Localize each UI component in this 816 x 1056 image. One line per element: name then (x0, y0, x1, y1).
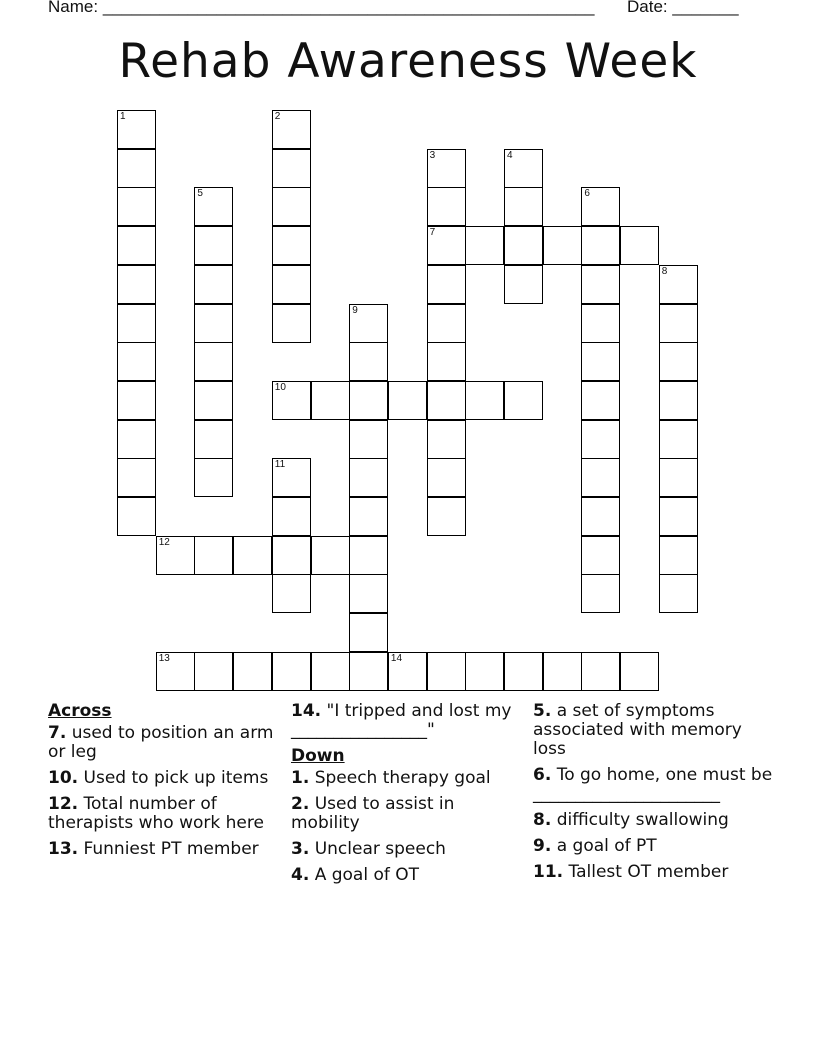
grid-cell[interactable] (272, 265, 311, 304)
grid-cell[interactable] (272, 574, 311, 613)
grid-cell[interactable] (388, 652, 427, 691)
clue-number: 8 (661, 265, 668, 277)
grid-cell[interactable] (659, 574, 698, 613)
grid-cell[interactable] (581, 342, 620, 381)
date-label: Date: (627, 0, 668, 16)
grid-cell[interactable] (349, 420, 388, 459)
clue-down-6: 6. To go home, one must be ______________________ (533, 765, 773, 804)
grid-cell[interactable] (659, 265, 698, 304)
grid-cell[interactable] (427, 149, 466, 188)
grid-cell[interactable] (543, 652, 582, 691)
grid-cell[interactable] (659, 497, 698, 536)
grid-cell[interactable] (194, 420, 233, 459)
down-heading: Down (291, 746, 345, 766)
grid-cell[interactable] (504, 187, 543, 226)
grid-cell[interactable] (581, 458, 620, 497)
down-clues-right (533, 702, 778, 889)
grid-cell[interactable] (504, 149, 543, 188)
across-clues (48, 702, 278, 866)
clue-number: 4 (507, 149, 513, 161)
grid-cell[interactable] (117, 342, 156, 381)
grid-cell[interactable] (311, 381, 350, 420)
name-label: Name: (48, 0, 99, 16)
grid-cell[interactable] (194, 304, 233, 343)
grid-cell[interactable] (156, 536, 195, 575)
grid-cell[interactable] (427, 497, 466, 536)
grid-cell[interactable] (620, 652, 659, 691)
grid-cell[interactable] (233, 652, 272, 691)
grid-cell[interactable] (349, 497, 388, 536)
grid-cell[interactable] (427, 342, 466, 381)
clue-down-2: 2. Used to assist in mobility (291, 794, 455, 833)
grid-cell[interactable] (117, 420, 156, 459)
clue-number: 12 (158, 536, 170, 548)
grid-cell[interactable] (349, 574, 388, 613)
clue-across-14: 14. "I tripped and lost my ________________" (291, 701, 512, 740)
grid-cell[interactable] (543, 226, 582, 265)
grid-cell[interactable] (581, 187, 620, 226)
grid-cell[interactable] (272, 226, 311, 265)
clue-across-7: 7. used to position an arm or leg (48, 723, 274, 762)
clue-across-12: 12. Total number of therapists who work here (48, 794, 264, 833)
grid-cell[interactable] (117, 226, 156, 265)
grid-cell[interactable] (117, 265, 156, 304)
clue-number: 6 (584, 188, 590, 200)
grid-cell[interactable] (272, 304, 311, 343)
grid-cell[interactable] (272, 536, 311, 575)
grid-cell[interactable] (427, 226, 466, 265)
grid-cell[interactable] (504, 226, 543, 265)
date-line: _______ (672, 0, 739, 16)
grid-cell[interactable] (388, 381, 427, 420)
grid-cell[interactable] (272, 652, 311, 691)
grid-cell[interactable] (272, 497, 311, 536)
across-heading: Across (48, 701, 112, 721)
clue-number: 5 (197, 188, 203, 200)
grid-cell[interactable] (194, 536, 233, 575)
grid-cell[interactable] (581, 265, 620, 304)
grid-cell[interactable] (427, 420, 466, 459)
grid-cell[interactable] (427, 304, 466, 343)
grid-cell[interactable] (117, 458, 156, 497)
grid-cell[interactable] (349, 613, 388, 652)
clue-down-11: 11. Tallest OT member (533, 862, 729, 882)
clue-number: 10 (274, 381, 286, 393)
middle-clues (291, 702, 516, 892)
grid-cell[interactable] (620, 226, 659, 265)
grid-cell[interactable] (349, 536, 388, 575)
grid-cell[interactable] (156, 652, 195, 691)
page-title: Rehab Awareness Week (118, 34, 698, 89)
clue-across-10: 10. Used to pick up items (48, 768, 269, 788)
grid-cell[interactable] (233, 536, 272, 575)
clue-number: 9 (352, 304, 358, 316)
clue-down-8: 8. difficulty swallowing (533, 810, 729, 830)
grid-cell[interactable] (194, 226, 233, 265)
grid-cell[interactable] (272, 110, 311, 149)
clue-number: 11 (274, 459, 286, 471)
grid-cell[interactable] (581, 536, 620, 575)
clue-number: 14 (390, 652, 403, 664)
grid-cell[interactable] (504, 381, 543, 420)
grid-cell[interactable] (272, 187, 311, 226)
grid-cell[interactable] (311, 536, 350, 575)
clue-number: 1 (120, 111, 126, 122)
grid-cell[interactable] (465, 226, 504, 265)
grid-cell[interactable] (465, 381, 504, 420)
grid-cell[interactable] (659, 342, 698, 381)
grid-cell[interactable] (117, 304, 156, 343)
grid-cell[interactable] (349, 342, 388, 381)
grid-cell[interactable] (465, 652, 504, 691)
grid-cell[interactable] (581, 304, 620, 343)
grid-cell[interactable] (659, 420, 698, 459)
grid-cell[interactable] (272, 458, 311, 497)
grid-cell[interactable] (349, 381, 388, 420)
grid-cell[interactable] (427, 652, 466, 691)
grid-cell[interactable] (427, 381, 466, 420)
grid-cell[interactable] (117, 381, 156, 420)
clue-down-4: 4. A goal of OT (291, 865, 420, 885)
grid-cell[interactable] (659, 536, 698, 575)
grid-cell[interactable] (581, 652, 620, 691)
grid-cell[interactable] (659, 381, 698, 420)
clue-down-1: 1. Speech therapy goal (291, 768, 491, 788)
grid-cell[interactable] (349, 304, 388, 343)
grid-cell[interactable] (504, 652, 543, 691)
grid-cell[interactable] (427, 458, 466, 497)
grid-cell[interactable] (504, 265, 543, 304)
clue-number: 13 (158, 652, 170, 664)
grid-cell[interactable] (272, 381, 311, 420)
grid-cell[interactable] (194, 187, 233, 226)
grid-cell[interactable] (117, 149, 156, 188)
clue-down-5: 5. a set of symptoms associated with memory loss (533, 701, 742, 759)
grid-cell[interactable] (659, 304, 698, 343)
grid-cell[interactable] (117, 497, 156, 536)
grid-cell[interactable] (194, 381, 233, 420)
grid-cell[interactable] (659, 458, 698, 497)
clue-number: 2 (274, 111, 281, 122)
grid-cell[interactable] (311, 652, 350, 691)
grid-cell[interactable] (349, 458, 388, 497)
clue-number: 7 (429, 227, 436, 239)
grid-cell[interactable] (349, 652, 388, 691)
grid-cell[interactable] (581, 226, 620, 265)
grid-cell[interactable] (194, 265, 233, 304)
grid-cell[interactable] (272, 149, 311, 188)
clue-number: 3 (429, 149, 436, 161)
name-line: ____________________________________________________ (102, 0, 595, 16)
grid-cell[interactable] (194, 458, 233, 497)
grid-cell[interactable] (427, 265, 466, 304)
grid-cell[interactable] (427, 187, 466, 226)
grid-cell[interactable] (194, 342, 233, 381)
clue-across-13: 13. Funniest PT member (48, 839, 259, 859)
grid-cell[interactable] (581, 574, 620, 613)
clue-down-9: 9. a goal of PT (533, 836, 657, 856)
grid-cell[interactable] (117, 187, 156, 226)
clue-down-3: 3. Unclear speech (291, 839, 446, 859)
grid-cell[interactable] (581, 381, 620, 420)
grid-cell[interactable] (117, 110, 156, 149)
grid-cell[interactable] (194, 652, 233, 691)
grid-cell[interactable] (581, 420, 620, 459)
grid-cell[interactable] (581, 497, 620, 536)
